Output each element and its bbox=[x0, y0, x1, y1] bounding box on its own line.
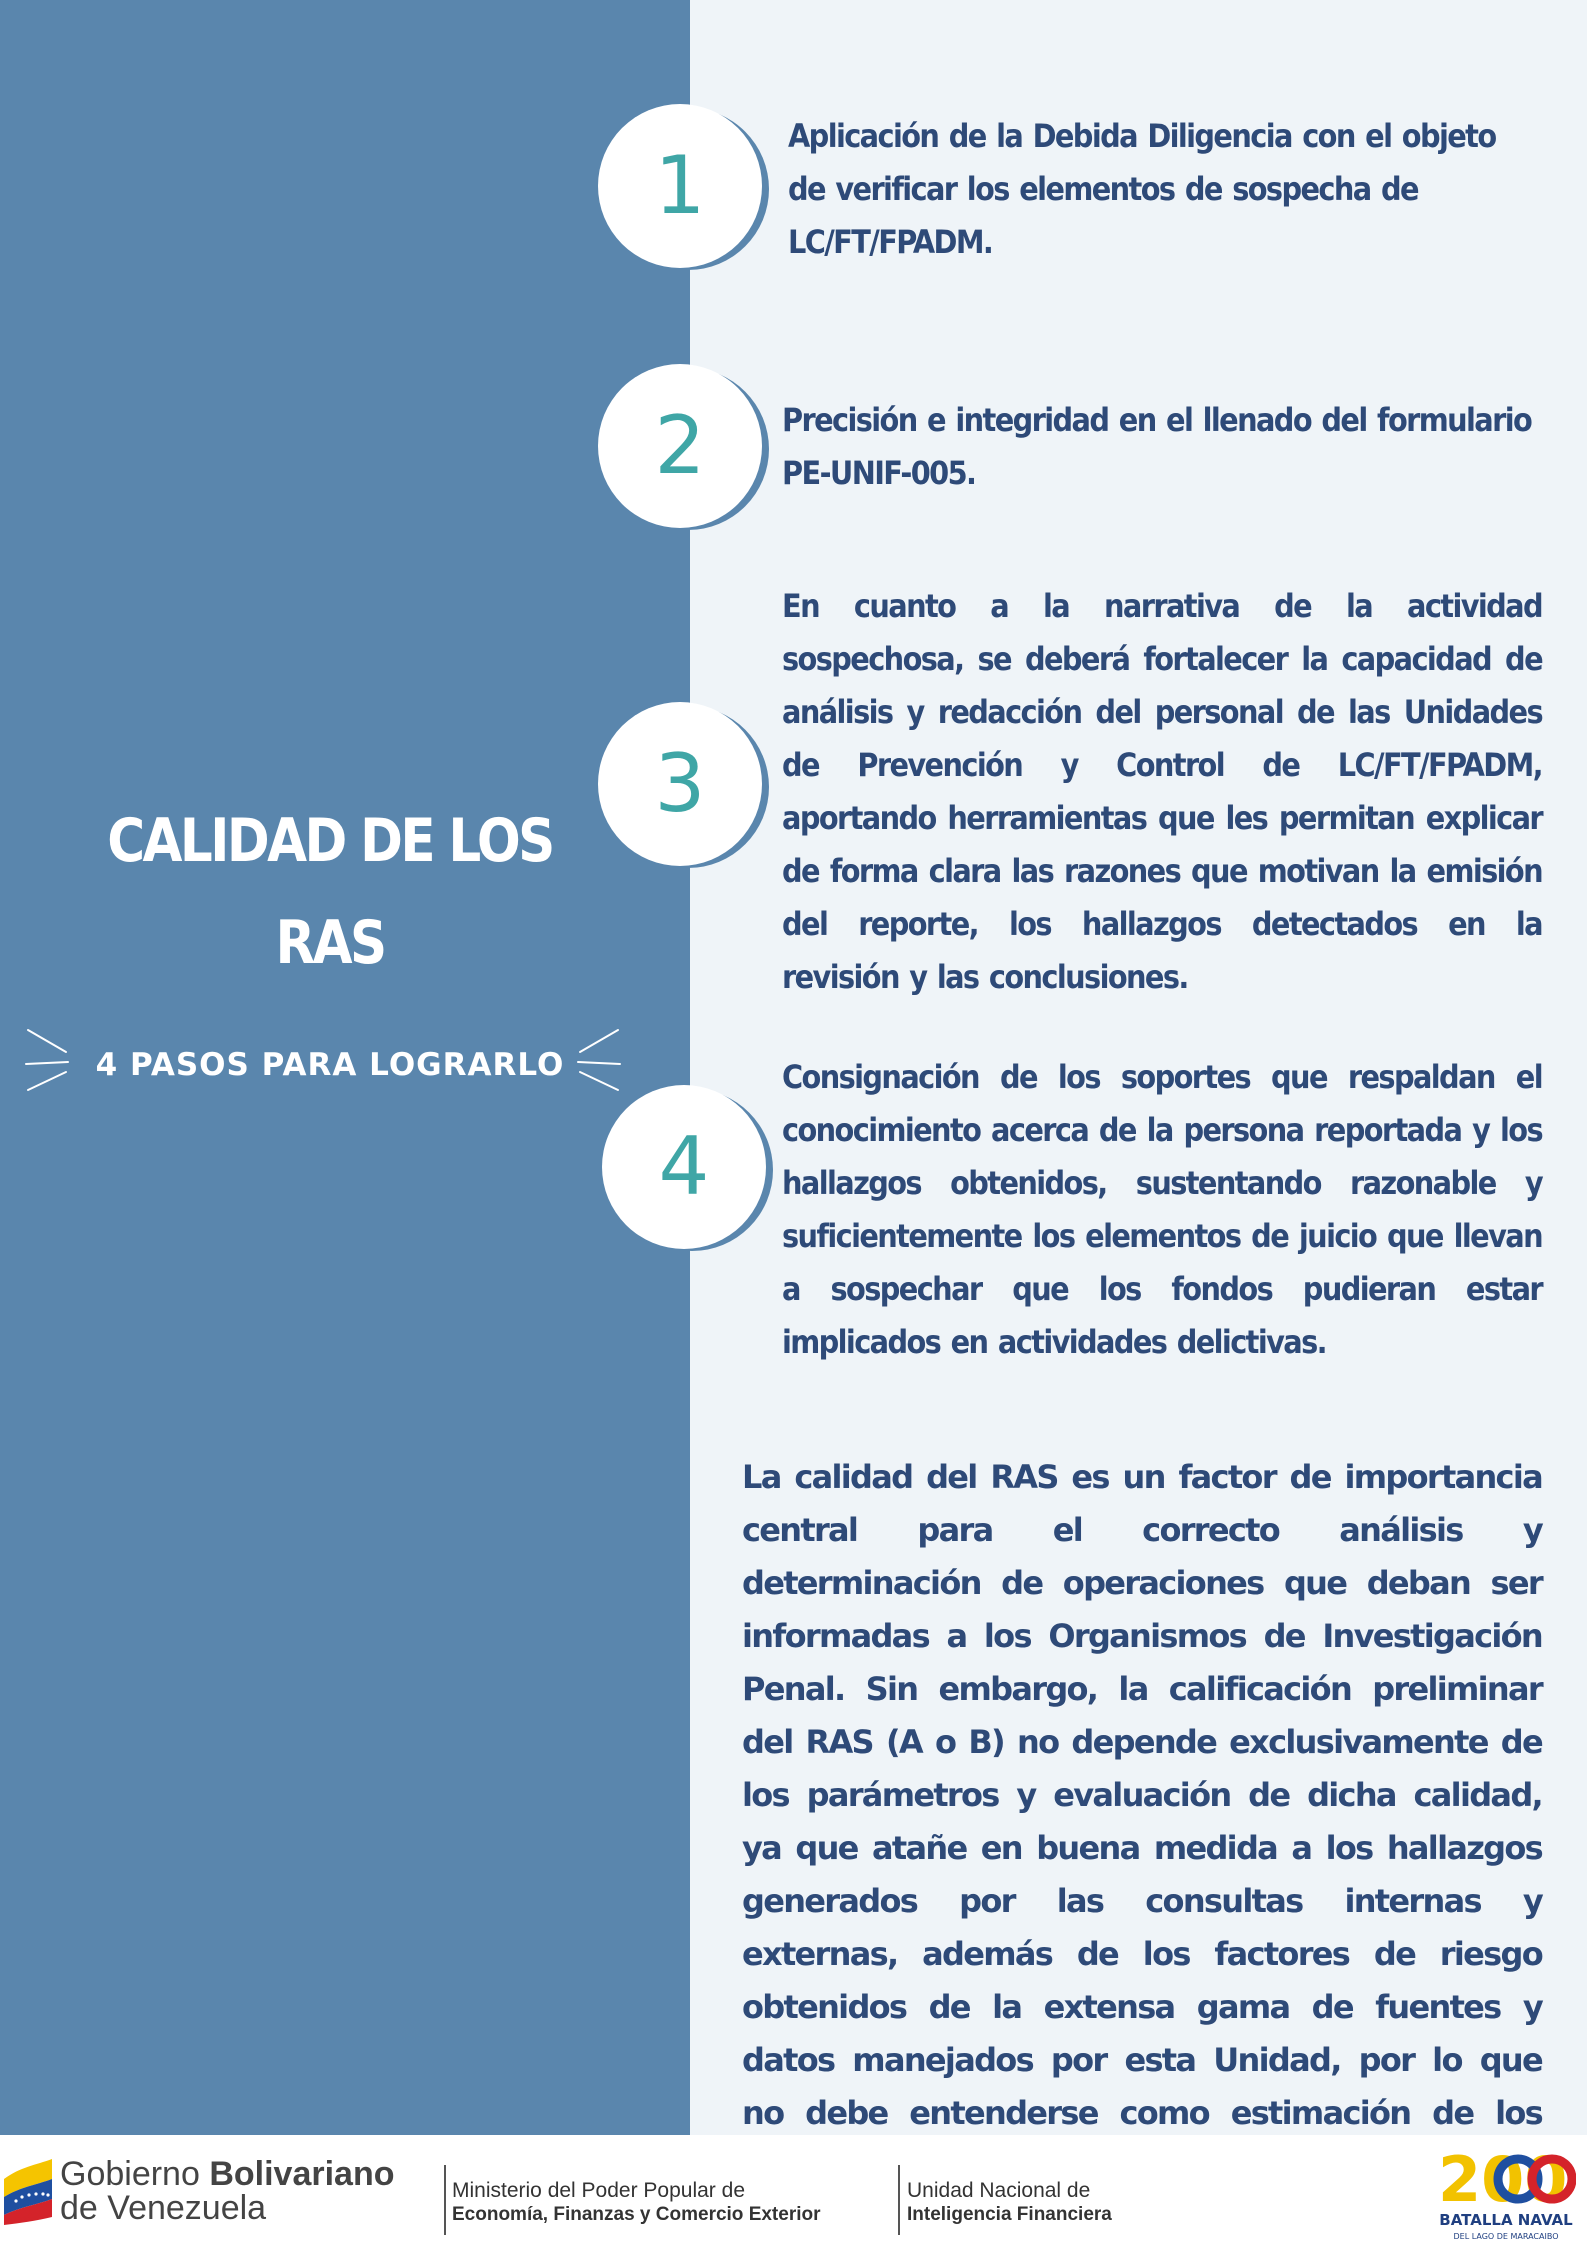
page-title-line1: CALIDAD DE LOS bbox=[107, 806, 553, 876]
right-sparkle-icon bbox=[574, 1022, 624, 1092]
page-title bbox=[81, 790, 580, 994]
step-1-text: Aplicación de la Debida Diligencia con el objeto de verificar los elementos de sospecha de LC/FT/FPADM. bbox=[788, 117, 1496, 261]
step-2-text: Precisión e integridad en el llenado del formulario PE-UNIF-005. bbox=[782, 401, 1532, 492]
footer-divider bbox=[444, 2165, 446, 2235]
gov-line2: de Venezuela bbox=[60, 2189, 267, 2227]
step-4-circle bbox=[602, 1085, 766, 1249]
step-3-text: En cuanto a la narrativa de la actividad sospechosa, se deberá fortalecer la capacidad de análisis y redacción del personal de las Unidades de Prevención y Control de LC/FT/FPADM, aportando herramientas que les permitan explicar de forma clara las razones que motivan la emisión del reporte, los hallazgos detectados en la revisión y las conclusiones. bbox=[782, 587, 1542, 996]
step-3-number: 3 bbox=[654, 737, 706, 830]
step-2-number: 2 bbox=[654, 399, 706, 492]
footer-divider bbox=[898, 2165, 900, 2235]
batalla-naval-logo bbox=[1436, 2139, 1576, 2243]
venezuela-flag-icon bbox=[2, 2157, 54, 2225]
page-title-line2: RAS bbox=[275, 908, 385, 978]
logo-line2: DEL LAGO DE MARACAIBO bbox=[1453, 2232, 1559, 2241]
step-1-circle bbox=[598, 104, 762, 268]
step-3-circle bbox=[598, 702, 762, 866]
government-logo-text bbox=[60, 2157, 395, 2225]
ministry-line2: Economía, Finanzas y Comercio Exterior bbox=[452, 2204, 821, 2225]
gov-bold: Bolivariano bbox=[209, 2155, 395, 2193]
footer bbox=[0, 2135, 1587, 2245]
logo-line1: BATALLA NAVAL bbox=[1439, 2211, 1573, 2229]
step-4-number: 4 bbox=[658, 1120, 710, 1213]
subtitle: 4 PASOS PARA LOGRARLO bbox=[95, 1047, 565, 1083]
step-4-text: Consignación de los soportes que respaldan el conocimiento acerca de la persona reportada y los hallazgos obtenidos, sustentando razonable y suficientemente los elementos de juicio que llevan a sospechar que los fondos pudieran estar implicados en actividades delictivas. bbox=[782, 1058, 1542, 1361]
step-2-circle bbox=[598, 364, 762, 528]
gov-prefix: Gobierno bbox=[60, 2155, 210, 2193]
unif-text bbox=[907, 2179, 1112, 2227]
unif-line2: Inteligencia Financiera bbox=[907, 2204, 1112, 2225]
unif-line1: Unidad Nacional de bbox=[907, 2179, 1091, 2202]
step-1-number: 1 bbox=[654, 139, 706, 232]
summary-paragraph: La calidad del RAS es un factor de importancia central para el correcto análisis y determinación de operaciones que deban ser informadas a los Organismos de Investigación Penal. Sin embargo, la calificación preliminar del RAS (A o B) no depende exclusivamente de los parámetros y evaluación de dicha calidad, ya que atañe en buena medida a los hallazgos generados por las consultas internas y externas, además de los factores de riesgo obtenidos de la extensa gama de fuentes y datos manejados por esta Unidad, por lo que no debe entenderse como estimación de los bbox=[742, 1458, 1542, 2132]
ministry-text bbox=[452, 2179, 821, 2227]
logo-number: 200 bbox=[1438, 2143, 1568, 2216]
ministry-line1: Ministerio del Poder Popular de bbox=[452, 2179, 745, 2202]
